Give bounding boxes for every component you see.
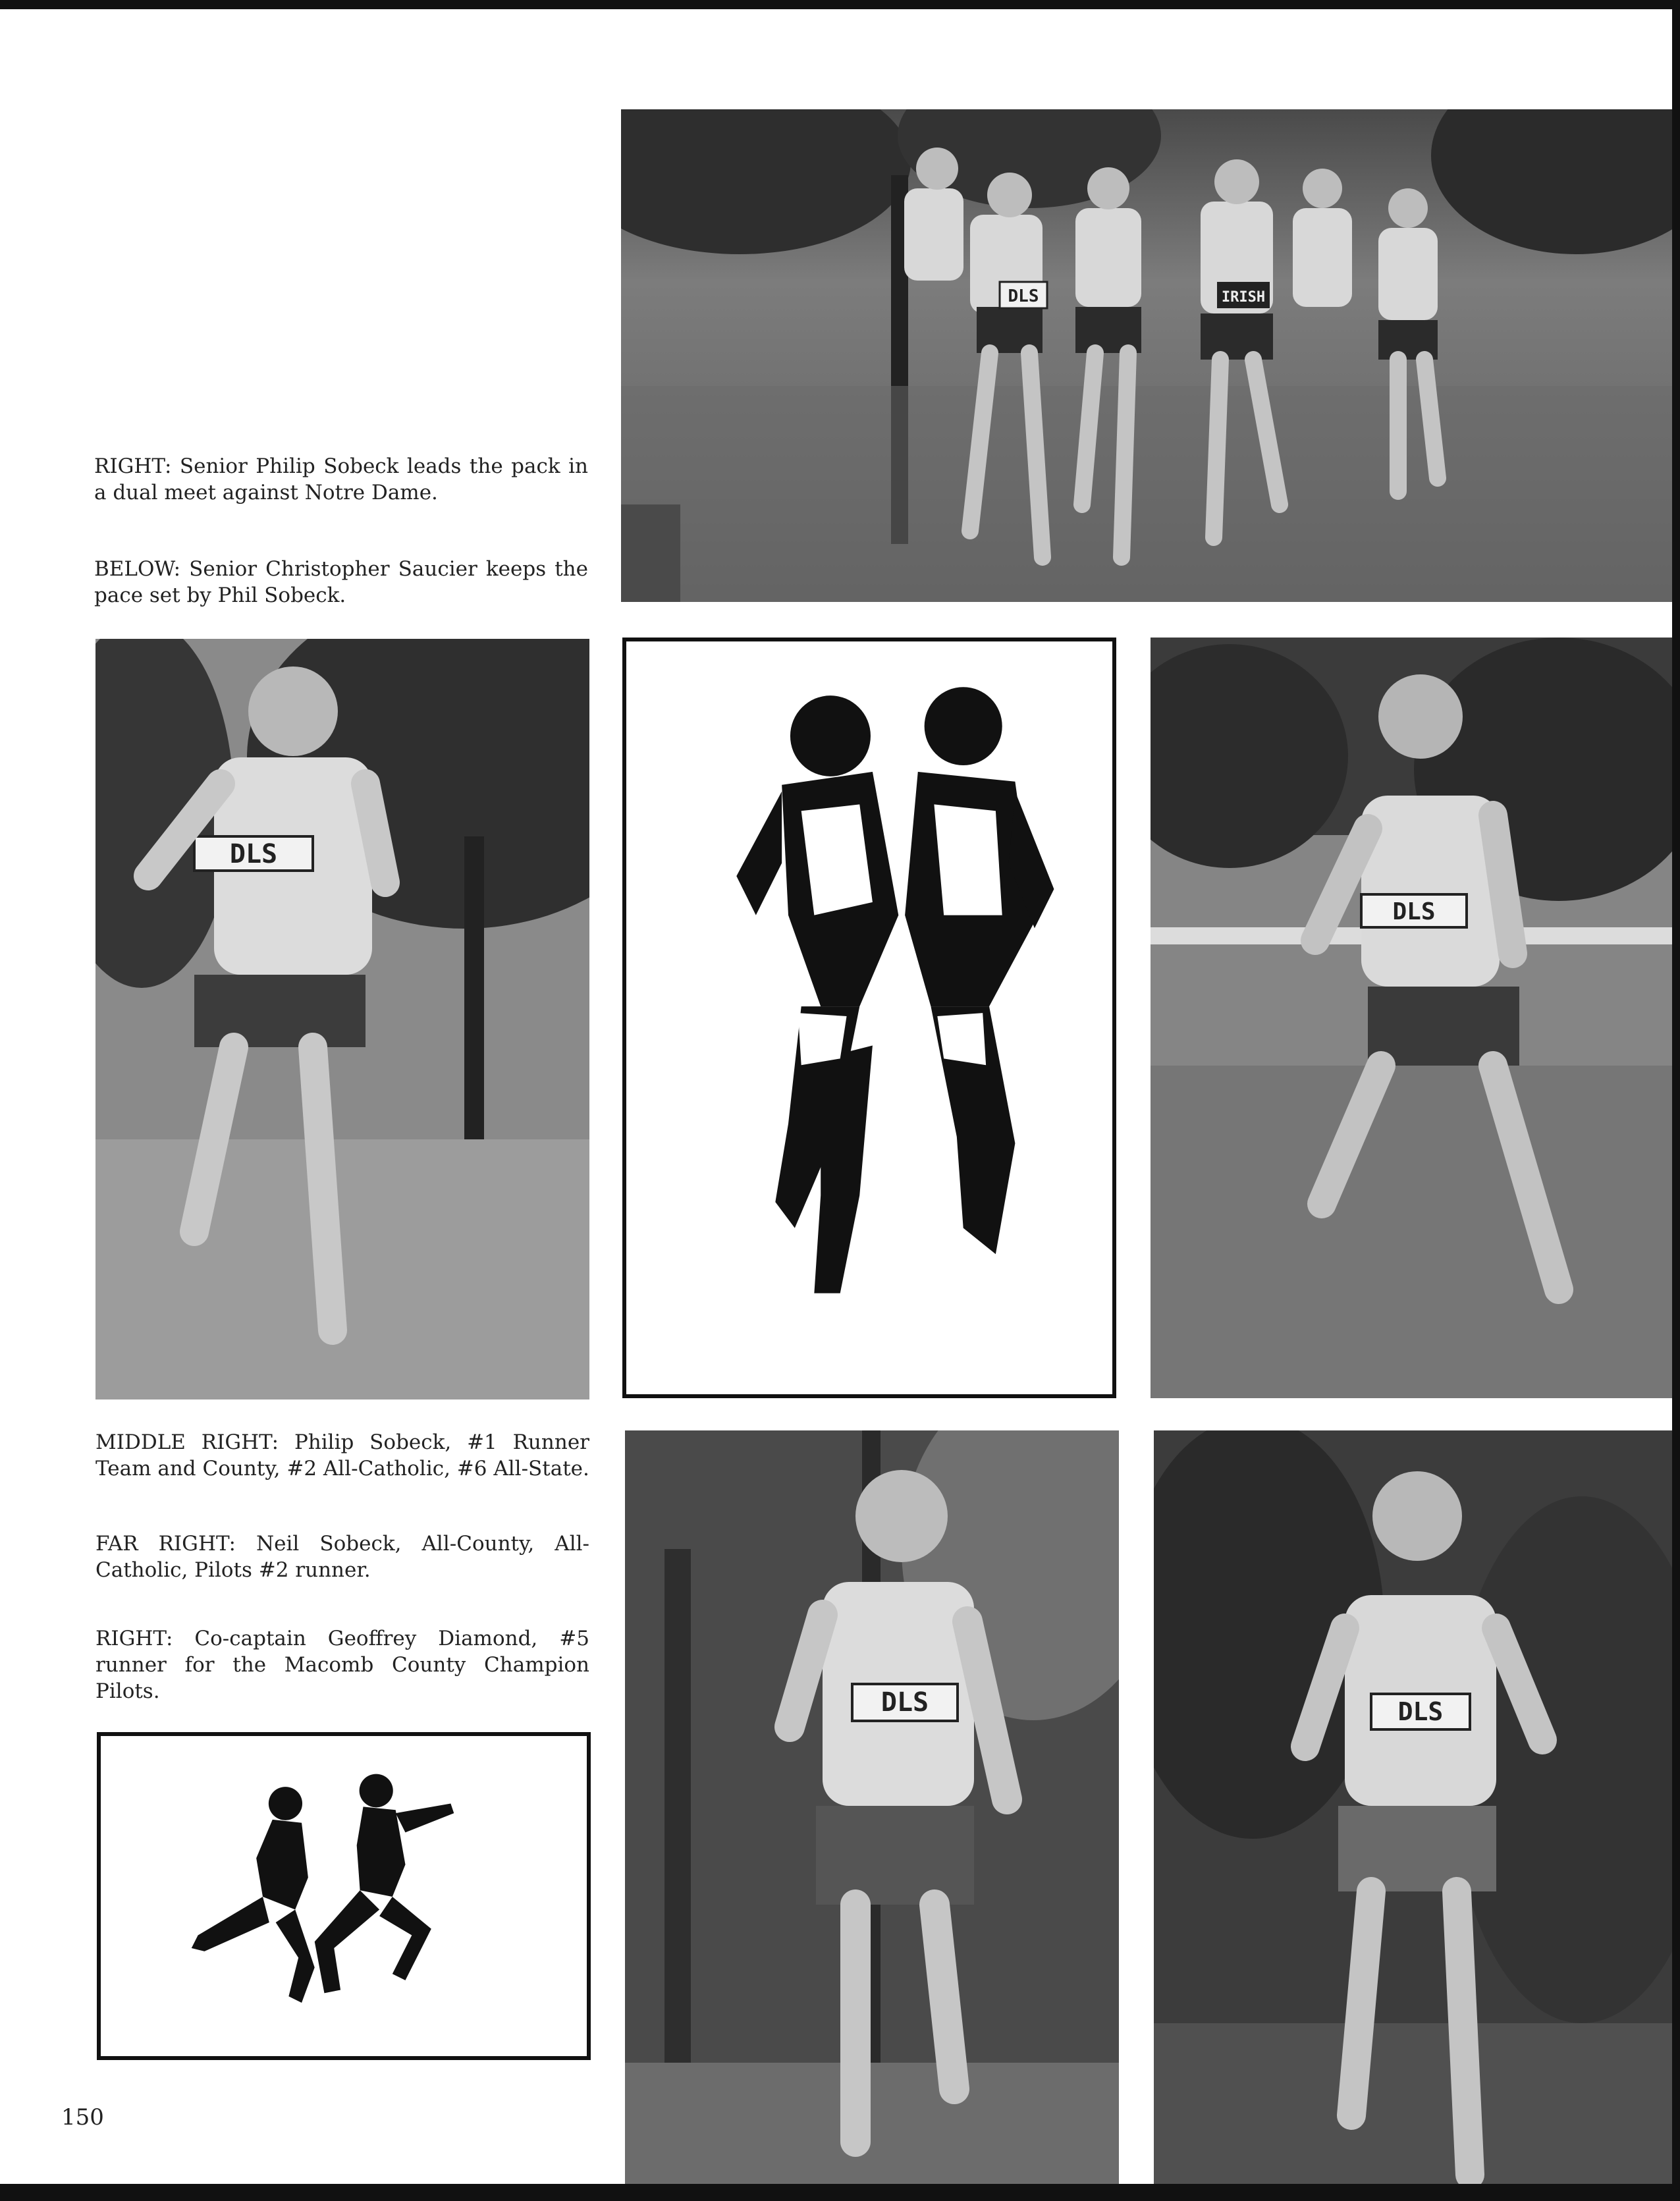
caption-top-right: RIGHT: Senior Philip Sobeck leads the pack in a dual meet against Notre Dame. xyxy=(94,454,588,504)
jersey-label-dls: DLS xyxy=(1008,286,1039,306)
photo-saucier xyxy=(95,639,589,1399)
page-number: 150 xyxy=(61,2104,104,2131)
photo-pack-dual-meet xyxy=(621,109,1672,602)
illustration-runner-silhouettes xyxy=(97,1732,591,2060)
caption-below: BELOW: Senior Christopher Saucier keeps the pace set by Phil Sobeck. xyxy=(94,557,588,607)
jersey-label-dls-saucier: DLS xyxy=(229,839,278,869)
caption-far-right: FAR RIGHT: Neil Sobeck, All-County, All-Catholic, Pilots #2 runner. xyxy=(95,1532,589,1582)
jersey-label-dls-philip: DLS xyxy=(1392,898,1436,925)
photo-neil-sobeck xyxy=(625,1430,1119,2184)
jersey-label-dls-neil: DLS xyxy=(881,1687,929,1718)
caption-right-cocaptain: RIGHT: Co-captain Geoffrey Diamond, #5 runner for the Macomb County Champion Pilots. xyxy=(95,1627,589,1703)
photo-geoffrey-diamond xyxy=(1154,1430,1672,2184)
illustration-two-runners xyxy=(622,638,1116,1398)
jersey-label-dls-geoffrey: DLS xyxy=(1397,1697,1444,1726)
caption-middle-right: MIDDLE RIGHT: Philip Sobeck, #1 Runner Team and County, #2 All-Catholic, #6 All-State. xyxy=(95,1430,589,1481)
jersey-label-irish: IRISH xyxy=(1221,289,1266,306)
photo-philip-sobeck xyxy=(1151,638,1672,1398)
